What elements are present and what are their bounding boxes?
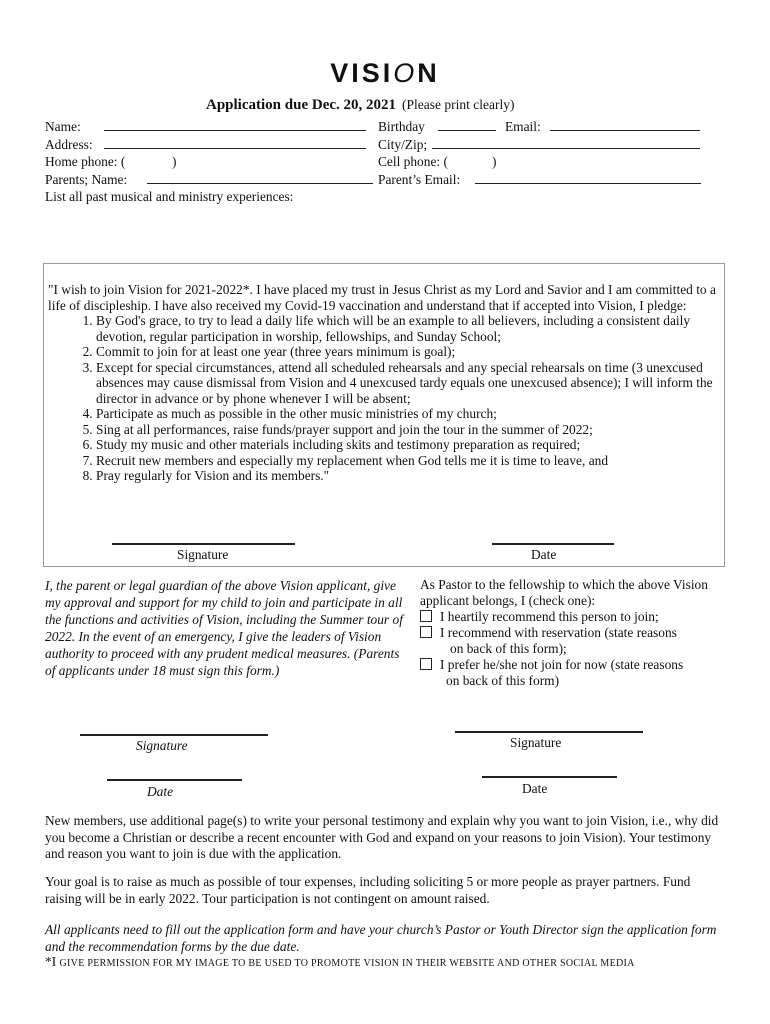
applicant-signature-line[interactable]	[112, 543, 295, 545]
cell-phone-label: Cell phone: (	[378, 154, 448, 169]
address-field[interactable]	[104, 136, 366, 149]
checkbox-icon[interactable]	[420, 658, 432, 670]
parents-name-label: Parents; Name:	[45, 172, 128, 187]
email-field[interactable]	[550, 118, 700, 131]
parent-date-line[interactable]	[107, 779, 242, 781]
city-zip-field[interactable]	[432, 136, 700, 149]
checkbox-icon[interactable]	[420, 626, 432, 638]
pastor-date-line[interactable]	[482, 776, 617, 778]
applicant-signature-label: Signature	[177, 547, 229, 562]
birthday-field[interactable]	[438, 118, 496, 131]
cell-phone-close: )	[492, 154, 497, 169]
parent-signature-line[interactable]	[80, 734, 268, 736]
page-title: VISION	[330, 58, 440, 88]
checkbox-icon[interactable]	[420, 610, 432, 622]
pledge-item: 2. Commit to join for at least one year (three years minimum is goal);	[96, 344, 722, 360]
pastor-option-3-cont: on back of this form)	[446, 673, 560, 688]
pledge-item: 4. Participate as much as possible in the other music ministries of my church;	[96, 406, 722, 422]
pastor-section	[420, 577, 750, 689]
pledge-item: 5. Sing at all performances, raise funds/prayer support and join the tour in the summer of 2022;	[96, 422, 722, 438]
parent-signature-label: Signature	[136, 738, 188, 753]
pastor-date-label: Date	[522, 781, 548, 796]
pledge-item: 7. Recruit new members and especially my replacement when God tells me it is time to leave, and	[96, 453, 722, 469]
home-phone-close: )	[172, 154, 177, 169]
parent-email-label: Parent’s Email:	[378, 172, 461, 187]
pledge-item: 3. Except for special circumstances, attend all scheduled rehearsals and any special rehearsals on time (3 unexcused absences may cause dismissal from Vision and 4 unexcused tardy equals one unexcused absence); I will inform the director in advance or by phone whenever I will be absent;	[96, 360, 722, 407]
pledge-list	[48, 313, 722, 484]
email-label: Email:	[505, 119, 541, 134]
pledge-item: 1. By God's grace, to try to lead a daily life which will be an example to all believers, including a consistent daily devotion, regular participation in worship, fellowships, and Sunday School;	[96, 313, 722, 344]
pastor-option-2-cont: on back of this form);	[450, 641, 567, 656]
due-date-line: Application due Dec. 20, 2021 (Please print clearly)	[206, 97, 515, 113]
pastor-option-3[interactable]: I prefer he/she not join for now (state reasons	[420, 657, 750, 673]
applicant-date-label: Date	[531, 547, 557, 562]
pastor-intro: As Pastor to the fellowship to which the above Vision applicant belongs, I (check one):	[420, 577, 708, 608]
applicant-date-line[interactable]	[492, 543, 614, 545]
parents-name-field[interactable]	[147, 171, 373, 184]
parent-email-field[interactable]	[475, 171, 701, 184]
pastor-option-1[interactable]: I heartily recommend this person to join;	[420, 609, 750, 625]
birthday-label: Birthday	[378, 119, 425, 134]
name-field[interactable]	[104, 118, 366, 131]
experiences-label: List all past musical and ministry experiences:	[45, 189, 294, 204]
new-members-paragraph: New members, use additional page(s) to write your personal testimony and explain why you want to join Vision, i.e., why did you become a Christian or describe a recent encounter with God and expand on your reasons to join Vision). Your testimony and reason you want to join is due with the application.	[45, 813, 719, 861]
pledge-text	[48, 282, 722, 484]
home-phone-label: Home phone: (	[45, 154, 126, 169]
pledge-intro: "I wish to join Vision for 2021-2022*. I have placed my trust in Jesus Christ as my Lord and Savior and I am committed to a life of discipleship. I have also received my Covid-19 vaccination and understand that if accepted into Vision, I pledge:	[48, 282, 716, 313]
image-permission: *I GIVE PERMISSION FOR MY IMAGE TO BE USED TO PROMOTE VISION IN THEIR WEBSITE AND OTHER SOCIAL MEDIA	[45, 954, 635, 969]
pledge-item: 8. Pray regularly for Vision and its members."	[96, 468, 722, 484]
pastor-signature-label: Signature	[510, 735, 562, 750]
city-zip-label: City/Zip;	[378, 137, 428, 152]
parent-date-label: Date	[147, 784, 174, 799]
name-label: Name:	[45, 119, 81, 134]
pastor-signature-line[interactable]	[455, 731, 643, 733]
all-applicants-paragraph: All applicants need to fill out the application form and have your church’s Pastor or Youth Director sign the application form and the recommendation forms by the due date.	[45, 922, 717, 954]
goal-paragraph: Your goal is to raise as much as possible of tour expenses, including soliciting 5 or more people as prayer partners. Fund raising will be in early 2022. Tour participation is not contingent on amount raised.	[45, 874, 691, 906]
pastor-option-2[interactable]: I recommend with reservation (state reasons	[420, 625, 750, 641]
address-label: Address:	[45, 137, 93, 152]
pledge-item: 6. Study my music and other materials including skits and testimony preparation as required;	[96, 437, 722, 453]
parent-consent-text: I, the parent or legal guardian of the above Vision applicant, give my approval and support for my child to join and participate in all the functions and activities of Vision, including the Summer tour of 2022. In the event of an emergency, I give the leaders of Vision authority to proceed with any prudent medical measures. (Parents of applicants under 18 must sign this form.)	[45, 578, 403, 678]
